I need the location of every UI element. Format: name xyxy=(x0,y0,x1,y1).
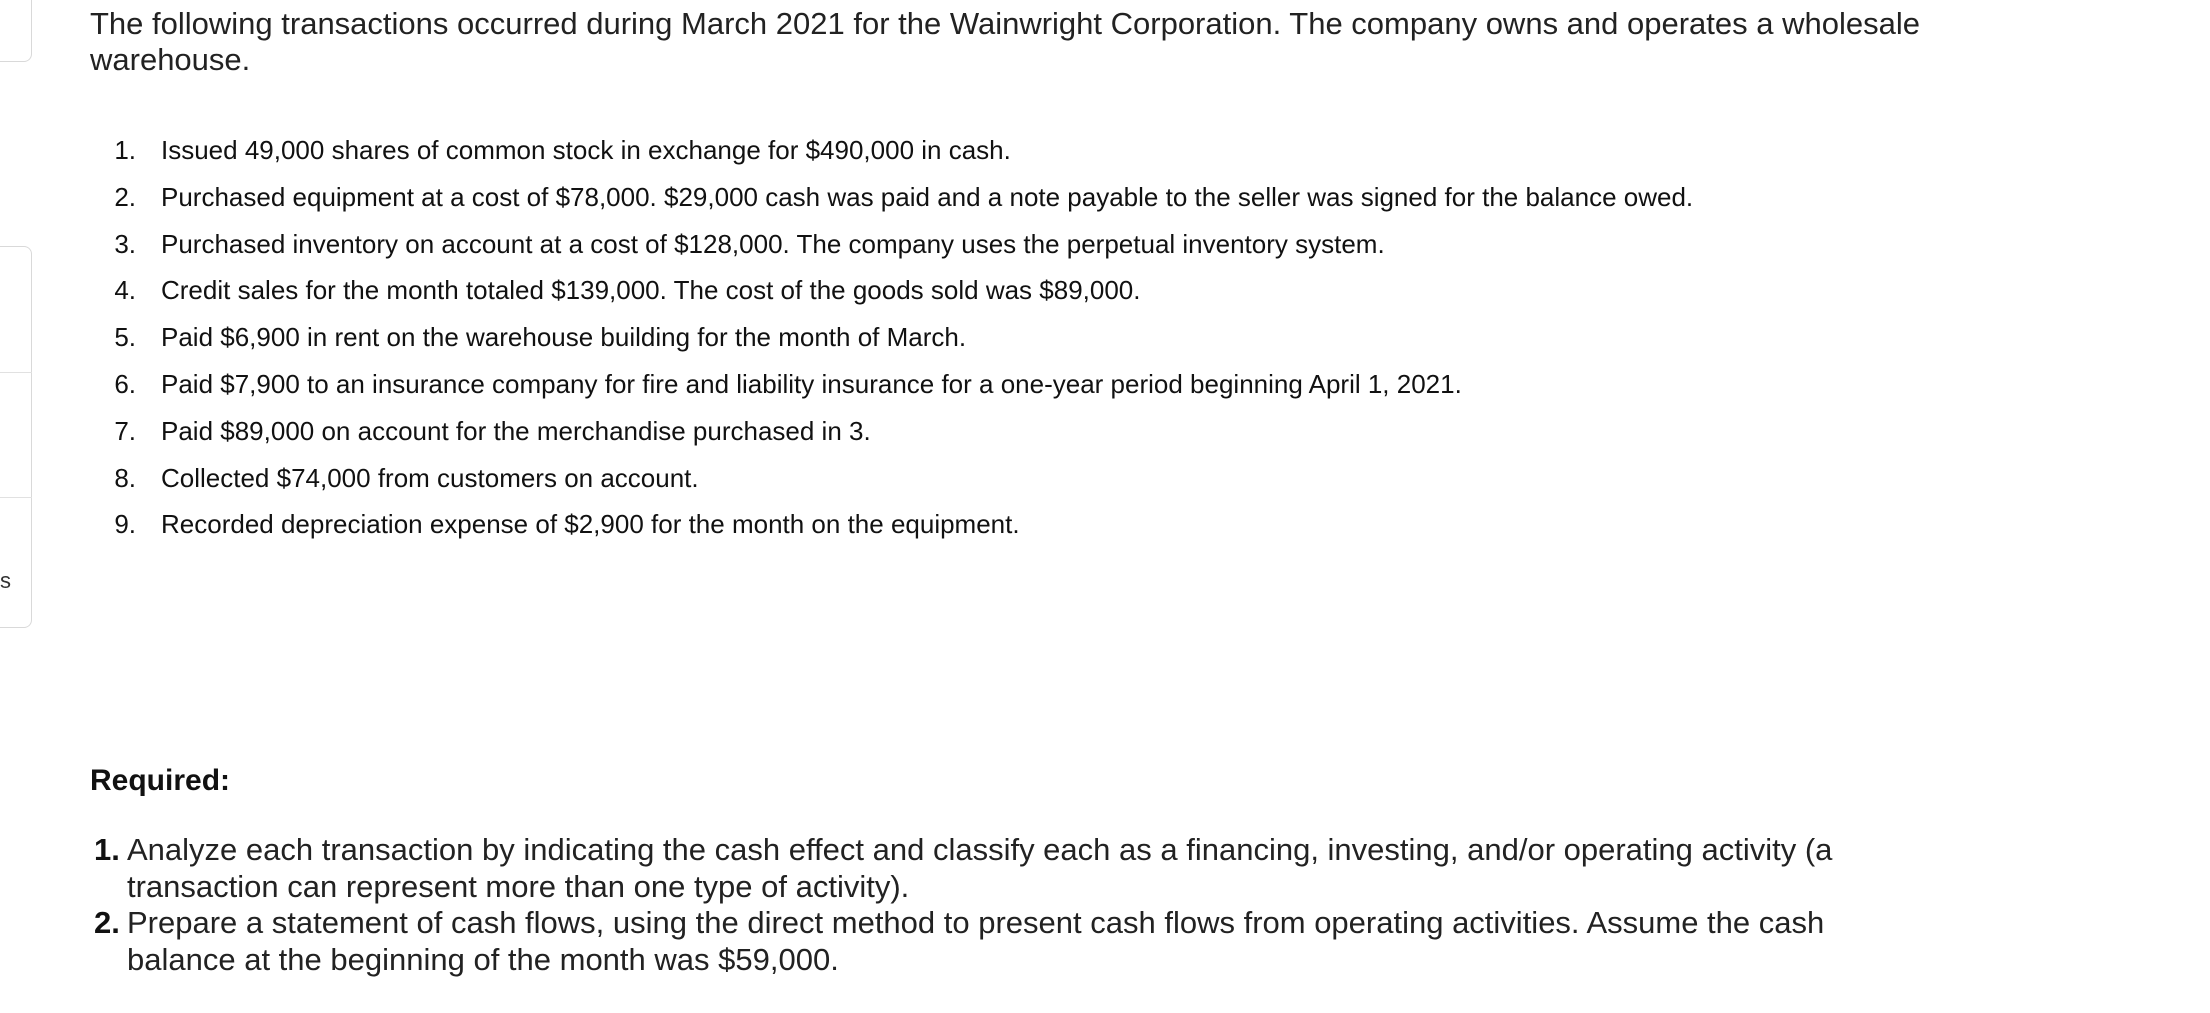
required-list xyxy=(90,832,1890,978)
sidebar-divider xyxy=(0,372,32,373)
problem-intro: The following transactions occurred during March 2021 for the Wainwright Corporation. The company owns and operates a wholesale warehouse. xyxy=(90,6,1920,77)
sidebar-card-top[interactable] xyxy=(0,0,32,62)
transaction-text: Purchased equipment at a cost of $78,000. $29,000 cash was paid and a note payable to the seller was signed for the balance owed. xyxy=(161,181,1694,212)
transaction-number: 7. xyxy=(114,415,136,446)
required-text: Prepare a statement of cash flows, using the direct method to present cash flows from operating activities. Assume the cash balance at the beginning of the month was $59,000. xyxy=(127,905,1825,977)
transaction-number: 5. xyxy=(114,322,136,353)
transaction-text: Issued 49,000 shares of common stock in exchange for $490,000 in cash. xyxy=(161,135,1011,165)
required-heading: Required: xyxy=(90,764,231,797)
transaction-item xyxy=(90,411,1990,458)
sidebar-divider xyxy=(0,497,32,498)
transaction-number: 9. xyxy=(114,509,136,540)
transaction-item xyxy=(90,317,1990,364)
transaction-item xyxy=(90,458,1990,505)
transaction-text: Purchased inventory on account at a cost of $128,000. The company uses the perpetual inventory system. xyxy=(161,228,1385,259)
transaction-number: 8. xyxy=(114,462,136,493)
transaction-number: 6. xyxy=(114,368,136,399)
required-item xyxy=(90,905,1890,978)
transaction-text: Paid $89,000 on account for the merchandise purchased in 3. xyxy=(161,415,871,446)
transactions-list xyxy=(90,130,1990,551)
required-number: 2. xyxy=(94,905,120,940)
transaction-text: Collected $74,000 from customers on account. xyxy=(161,462,699,493)
transaction-number: 3. xyxy=(114,228,136,259)
transaction-text: Credit sales for the month totaled $139,000. The cost of the goods sold was $89,000. xyxy=(161,275,1141,306)
transaction-number: 1. xyxy=(114,135,136,165)
transaction-number: 4. xyxy=(114,275,136,306)
transaction-text: Recorded depreciation expense of $2,900 for the month on the equipment. xyxy=(161,509,1020,540)
transaction-number: 2. xyxy=(114,181,136,212)
transaction-text: Paid $6,900 in rent on the warehouse building for the month of March. xyxy=(161,322,967,353)
required-item xyxy=(90,832,1890,905)
transaction-item xyxy=(90,270,1990,317)
transaction-item xyxy=(90,504,1990,551)
transaction-item xyxy=(90,364,1990,411)
transaction-item xyxy=(90,177,1990,224)
transaction-item xyxy=(90,224,1990,271)
transaction-text: Paid $7,900 to an insurance company for fire and liability insurance for a one-year period beginning April 1, 2021. xyxy=(161,368,1462,399)
sidebar-truncated-label: s xyxy=(0,568,11,593)
required-text: Analyze each transaction by indicating the cash effect and classify each as a financing, investing, and/or operating activity (a transaction can represent more than one type of activity). xyxy=(127,832,1833,904)
required-number: 1. xyxy=(94,832,120,867)
transaction-item xyxy=(90,130,1990,177)
